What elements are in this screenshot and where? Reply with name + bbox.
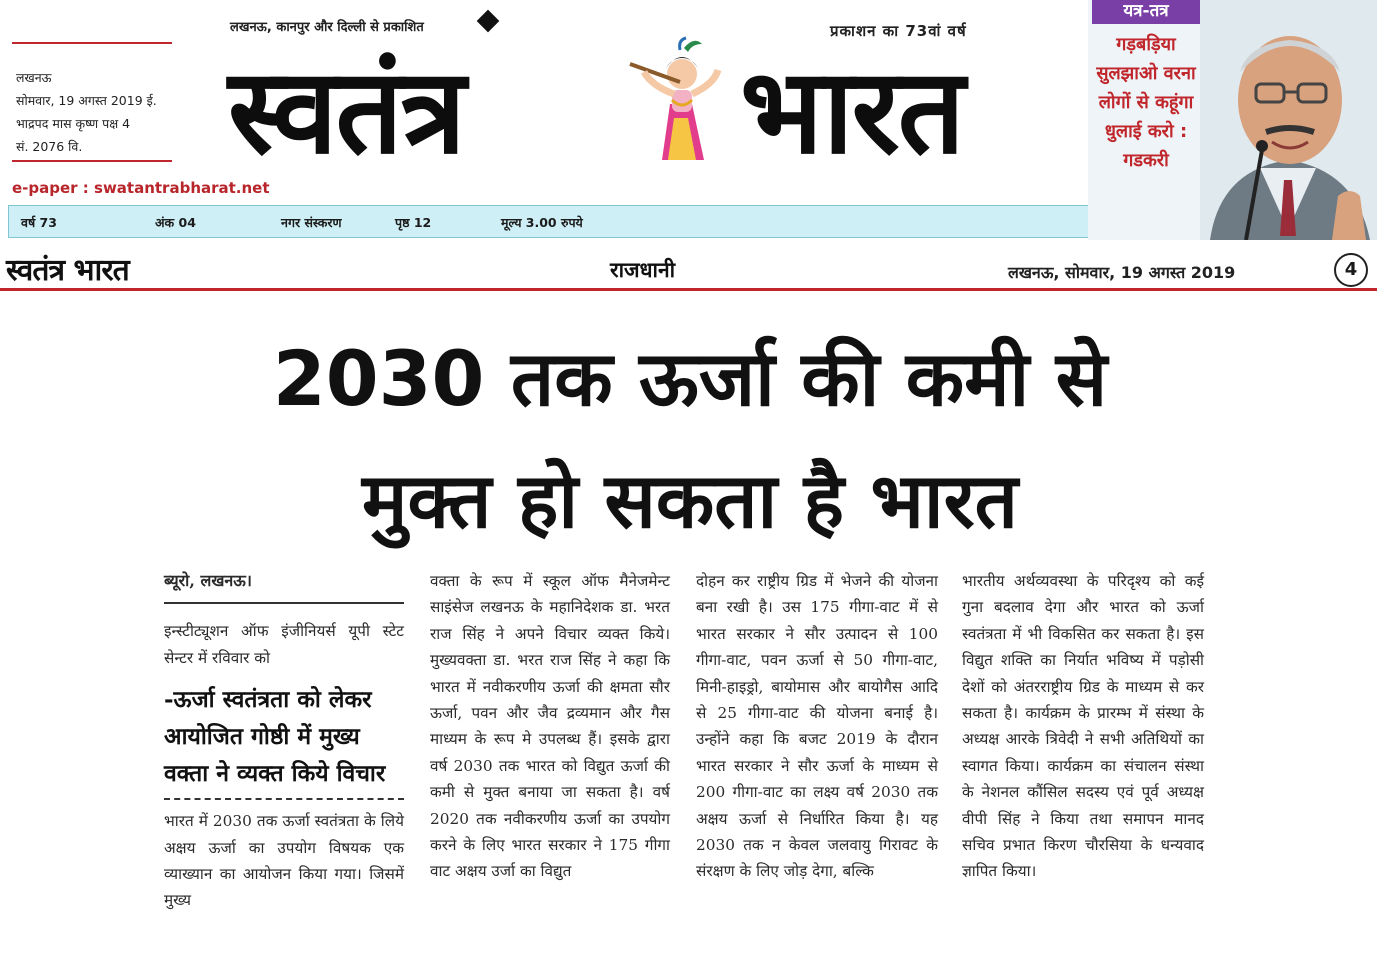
issue-info-strip xyxy=(8,205,1158,238)
page-strip xyxy=(0,244,1377,292)
publication-year: प्रकाशन का 73वां वर्ष xyxy=(830,22,967,40)
strip-divider xyxy=(0,288,1377,291)
article-column-4: भारतीय अर्थव्यवस्था के परिदृश्य को कई गुना बदलाव देगा और भारत को ऊर्जा स्वतंत्रता में भी विकसित कर सकता है। इस विद्युत शक्ति का निर्यात भविष्य में पड़ोसी देशों को अंतरराष्ट्रीय ग्रिड के माध्यम से कर सकता है। कार्यक्रम के प्रारम्भ में संस्था के अध्यक्ष आरके त्रिवेदी ने सभी अतिथियों का स्वागत किया। कार्यक्रम का संचालन संस्था के नेशनल कौंसिल सदस्य एवं पूर्व अध्यक्ष वीपी सिंह ने किया तथा समापन मानद सचिव प्रभात किरण चौरसिया के धन्यवाद ज्ञापित किया। xyxy=(962,572,1204,881)
dateline xyxy=(16,66,157,158)
dateline-date: सोमवार, 19 अगस्त 2019 ई. xyxy=(16,93,157,108)
article-column-3: दोहन कर राष्ट्रीय ग्रिड में भेजने की योजना बना रखी है। उस 175 गीगा-वाट में से भारत सरकार ने सौर उत्पादन से 100 गीगा-वाट, पवन ऊर्जा से 50 गीगा-वाट, मिनी-हाइड्रो, बायोमास और बायोगैस आदि से 25 गीगा-वाट की योजना बनाई है। उन्होंने कहा कि बजट 2019 के दौरान भारत सरकार ने सौर ऊर्जा के माध्यम से 200 गीगा-वाट का लक्ष्य वर्ष 2030 तक अक्षय ऊर्जा से निर्धारित किया है। यह 2030 तक न केवल जलवायु गिरावट के संरक्षण के लिए जोड़ देगा, बल्कि xyxy=(696,572,938,881)
byline: ब्यूरो, लखनऊ। xyxy=(164,568,404,604)
article-headline xyxy=(150,318,1230,562)
epaper-link[interactable]: e-paper : swatantrabharat.net xyxy=(12,179,270,197)
headline-line-1: 2030 तक ऊर्जा की कमी से xyxy=(272,334,1108,423)
promo-box[interactable] xyxy=(1088,0,1377,240)
promo-tag: यत्र-तत्र xyxy=(1092,0,1200,24)
article-column-1 xyxy=(164,568,404,914)
strip-date: लखनऊ, सोमवार, 19 अगस्त 2019 xyxy=(1008,263,1236,282)
newspaper-logo-part1: स्वतंत्र xyxy=(228,41,464,180)
pages-label: पृष्ठ 12 xyxy=(395,215,432,230)
edition-label: नगर संस्करण xyxy=(281,215,342,230)
bottom-rule xyxy=(12,160,172,162)
page-number: 4 xyxy=(1334,253,1368,287)
promo-line-1: गड़बड़िया xyxy=(1116,34,1176,55)
issue-label: अंक 04 xyxy=(155,215,196,230)
diamond-ornament-icon xyxy=(477,10,500,33)
promo-line-3: लोगों से कहूंगा xyxy=(1098,92,1194,113)
top-rule xyxy=(12,42,172,44)
promo-line-2: सुलझाओ वरना xyxy=(1096,63,1196,84)
masthead xyxy=(0,0,1377,240)
newspaper-logo-part2: भारत xyxy=(740,41,964,180)
dateline-city: लखनऊ xyxy=(16,70,52,85)
dateline-hindu-month: भाद्रपद मास कृष्ण पक्ष 4 xyxy=(16,116,131,131)
article-subhead: -ऊर्जा स्वतंत्रता को लेकर आयोजित गोष्ठी में मुख्य वक्ता ने व्यक्त किये विचार xyxy=(164,681,404,800)
strip-logo: स्वतंत्र भारत xyxy=(6,253,129,288)
price-label: मूल्य 3.00 रुपये xyxy=(501,215,583,230)
volume-label: वर्ष 73 xyxy=(21,215,57,230)
section-title: राजधानी xyxy=(610,258,676,282)
dateline-samvat: सं. 2076 वि. xyxy=(16,139,83,154)
promo-line-5: गडकरी xyxy=(1123,150,1169,171)
column-1-text: भारत में 2030 तक ऊर्जा स्वतंत्रता के लिये अक्षय ऊर्जा का उपयोग विषयक एक व्याख्यान का आयोजन किया गया। जिसमें मुख्य xyxy=(164,812,404,910)
published-from: लखनऊ, कानपुर और दिल्ली से प्रकाशित xyxy=(230,20,424,35)
article-column-2: वक्ता के रूप में स्कूल ऑफ मैनेजमेन्ट साइंसेज लखनऊ के महानिदेशक डा. भरत राज सिंह ने अपने विचार व्यक्त किये। मुख्यवक्ता डा. भरत राज सिंह ने कहा कि भारत में नवीकरणीय ऊर्जा की क्षमता सौर ऊर्जा, पवन और जैव द्रव्यमान और गैस माध्यम के रूप मे उपलब्ध हैं। इसके द्वारा वर्ष 2030 तक भारत को विद्युत ऊर्जा की कमी से मुक्त बनाया जा सकता है। वर्ष 2020 तक नवीकरणीय ऊर्जा का उपयोग करने के लिए भारत सरकार ने 175 गीगा वाट अक्षय उर्जा का विद्युत xyxy=(430,572,670,881)
article-intro: इन्स्टीट्यूशन ऑफ इंजीनियर्स यूपी स्टेट सेन्टर में रविवार को xyxy=(164,622,404,667)
portrait-photo-icon xyxy=(1200,0,1377,240)
krishna-flute-illustration-icon xyxy=(622,34,740,160)
promo-headline xyxy=(1088,30,1204,175)
headline-line-2: मुक्त हो सकता है भारत xyxy=(362,456,1018,545)
promo-line-4: धुलाई करो : xyxy=(1104,121,1188,142)
